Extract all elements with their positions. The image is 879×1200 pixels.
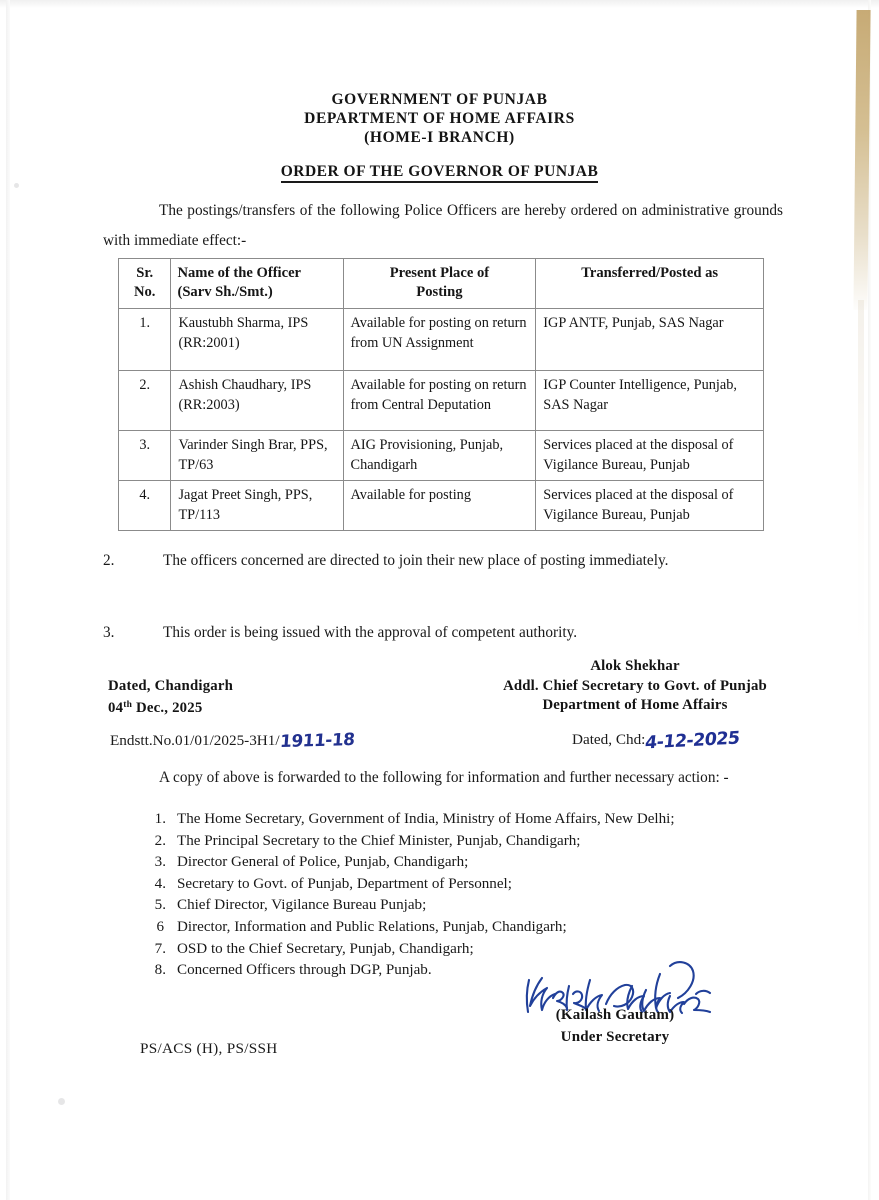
cell-transferred-posted: IGP ANTF, Punjab, SAS Nagar [536,309,764,371]
paragraph-2 [103,546,783,576]
endorsement-handwritten-date: 4-12-2025 [644,728,741,754]
list-item-number: 2. [154,832,166,849]
signatory-block-secondary [470,1004,760,1048]
cell-transferred-posted: Services placed at the disposal of Vigilance Bureau, Punjab [536,481,764,531]
paragraph-3-text: This order is being issued with the approval of competent authority. [163,624,578,641]
dated-ordinal-suffix: th [123,700,133,710]
distribution-list [140,809,675,982]
cell-officer-name: Varinder Singh Brar, PPS, TP/63 [171,431,343,481]
signatory-department: Department of Home Affairs [542,697,728,713]
paragraph-2-text: The officers concerned are directed to join their new place of posting immediately. [163,552,669,569]
secondary-signatory-designation: Under Secretary [560,1029,670,1045]
name-label-line2: (Sarv Sh./Smt.) [177,284,273,300]
list-item-text: Chief Director, Vigilance Bureau Punjab; [177,897,427,914]
header-line-department: DEPARTMENT OF HOME AFFAIRS [304,110,575,127]
list-item [140,831,675,853]
list-item [140,895,675,917]
secondary-signatory-name: (Kailash Gautam) [555,1007,675,1023]
cell-present-posting: Available for posting on return from UN Assignment [343,309,536,371]
header-line-branch: (HOME-I BRANCH) [364,129,515,146]
endorsement-handwritten-number: 1911-18 [278,729,355,753]
table-header-row [119,259,764,309]
document-header [0,90,879,147]
cell-sr-no: 1. [119,309,171,371]
order-title [0,163,879,181]
paragraph-3-number: 3. [103,624,115,641]
table-row [119,309,764,371]
table-head [119,259,764,309]
sr-label-line1: Sr. [136,265,154,281]
list-item [140,917,675,939]
order-title-text: ORDER OF THE GOVERNOR OF PUNJAB [281,163,599,183]
signatory-block-primary [435,657,835,716]
sr-label-line2: No. [133,284,156,300]
header-line-government: GOVERNMENT OF PUNJAB [331,91,548,108]
column-header-officer-name [171,259,343,309]
table-row [119,481,764,531]
cell-sr-no: 3. [119,431,171,481]
cell-sr-no: 4. [119,481,171,531]
list-item [140,852,675,874]
list-item-text: The Home Secretary, Government of India, Ministry of Home Affairs, New Delhi; [177,811,675,827]
paragraph-3 [103,618,783,648]
list-item-text: Director, Information and Public Relations, Punjab, Chandigarh; [177,918,567,935]
table-body [119,309,764,531]
present-label-line1: Present Place of [389,265,490,281]
name-label-line1: Name of the Officer [177,265,302,281]
signatory-designation: Addl. Chief Secretary to Govt. of Punjab [503,677,767,694]
table-row [119,371,764,431]
cell-officer-name: Ashish Chaudhary, IPS (RR:2003) [171,371,343,431]
list-item-number: 3. [154,854,166,871]
list-item-number: 5. [154,897,166,914]
list-item-number: 4. [154,875,166,892]
copy-forwarded-paragraph: A copy of above is forwarded to the following for information and further necessary action: - [159,769,729,786]
cell-officer-name: Kaustubh Sharma, IPS (RR:2001) [171,309,343,371]
column-header-present-posting [343,259,536,309]
list-item-text: Concerned Officers through DGP, Punjab. [177,962,432,979]
paragraph-2-number: 2. [103,552,115,569]
table-row [119,431,764,481]
officers-table [118,258,764,531]
list-item [140,874,675,896]
intro-paragraph: The postings/transfers of the following Police Officers are hereby ordered on administrative grounds with immediate effect:- [103,202,783,249]
cell-transferred-posted: IGP Counter Intelligence, Punjab, SAS Nagar [536,371,764,431]
list-item-number: 7. [154,940,166,957]
dated-day: 04 [108,700,124,716]
signatory-name: Alok Shekhar [590,658,680,674]
cell-officer-name: Jagat Preet Singh, PPS, TP/113 [171,481,343,531]
cell-present-posting: AIG Provisioning, Punjab, Chandigarh [343,431,536,481]
list-item-text: Director General of Police, Punjab, Chandigarh; [177,854,469,871]
column-header-sr-no [119,259,171,309]
present-label-line2: Posting [416,284,463,300]
list-item [140,960,675,982]
list-item-number: 6 [156,918,164,935]
dated-place: Dated, Chandigarh [108,678,234,694]
column-header-transferred-posted: Transferred/Posted as [536,259,764,309]
endorsement-label: Endstt.No.01/01/2025-3H1/ [110,732,280,749]
list-item-text: The Principal Secretary to the Chief Minister, Punjab, Chandigarh; [177,832,581,849]
list-item-number: 1. [154,811,166,827]
endorsement-number-line [110,731,354,751]
ps-footer-line: PS/ACS (H), PS/SSH [140,1040,278,1057]
cell-present-posting: Available for posting [343,481,536,531]
cell-sr-no: 2. [119,371,171,431]
list-item-text: Secretary to Govt. of Punjab, Department of Personnel; [177,875,512,892]
endorsement-date-label: Dated, Chd: [572,731,646,748]
list-item [140,809,675,831]
dated-place-block [108,677,233,718]
list-item-number: 8. [154,962,166,979]
cell-present-posting: Available for posting on return from Central Deputation [343,371,536,431]
dated-date [108,696,233,718]
endorsement-date-line [572,728,741,754]
list-item-text: OSD to the Chief Secretary, Punjab, Chandigarh; [177,940,474,957]
dated-month-year: Dec., 2025 [135,700,203,716]
list-item [140,939,675,961]
cell-transferred-posted: Services placed at the disposal of Vigilance Bureau, Punjab [536,431,764,481]
